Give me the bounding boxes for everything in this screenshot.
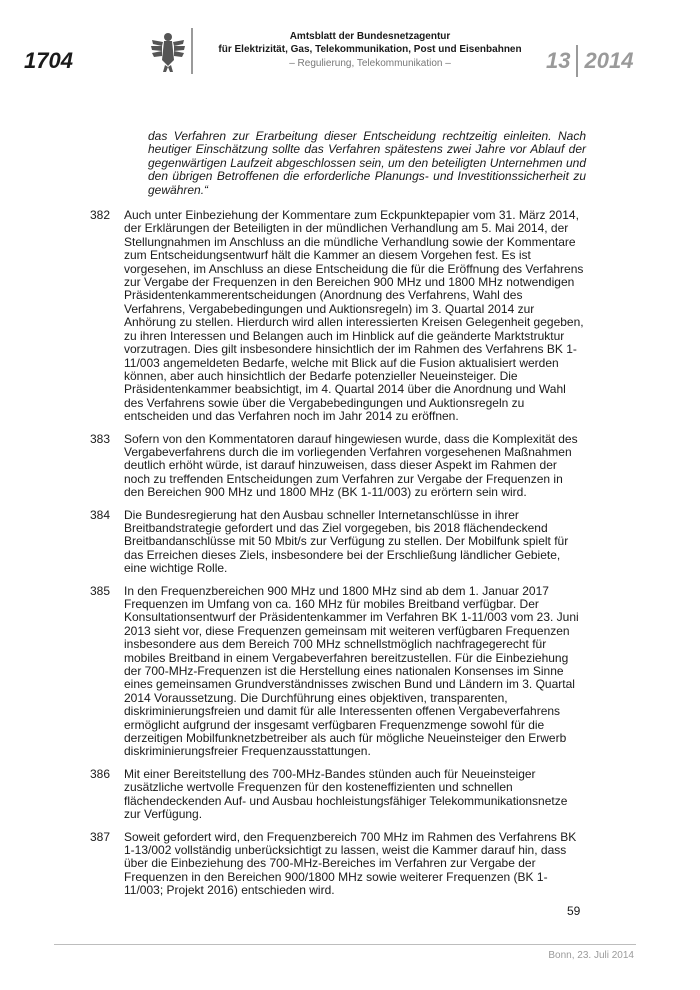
paragraph-number: 385 xyxy=(90,583,111,598)
issue-year: 2014 xyxy=(584,48,634,73)
paragraph-text: Soweit gefordert wird, den Frequenzbereich 700 MHz im Rahmen des Verfahrens BK 1-13/002 vollständig unberücksichtigt zu lassen, weist die Kammer darauf hin, dass über die Einbeziehung des 700-MHz-Bereiches im Verfahren zur Vergabe der Frequenzen in den Bereichen 900/1800 MHz sowie weiterer Frequenzen (BK 1-11/003; Projekt 2016) entschieden wird. xyxy=(124,829,577,898)
paragraph xyxy=(90,585,586,759)
paragraph-number: 386 xyxy=(90,766,111,781)
paragraph-text: Die Bundesregierung hat den Ausbau schneller Internetanschlüsse in ihrer Breitbandstrategie gefordert und das Ziel vorgegeben, bis 2018 flächendeckend Breitbandanschlüsse mit 50 Mbit/s zur Verfügung zu stellen. Der Mobilfunk spielt für das Erreichen dieses Ziels, insbesondere bei der Erschließung ländlicher Gebiete, eine wichtige Rolle. xyxy=(124,507,569,576)
header-title-line1: Amtsblatt der Bundesnetzagentur xyxy=(289,31,451,42)
paragraph xyxy=(90,433,586,500)
issue-number: 13 xyxy=(546,48,571,73)
paragraph xyxy=(90,509,586,576)
page-number: 1704 xyxy=(24,48,73,73)
header-subtitle: – Regulierung, Telekommunikation – xyxy=(289,58,451,69)
footer-divider xyxy=(54,944,636,945)
document-body xyxy=(90,130,586,907)
paragraph xyxy=(90,209,586,424)
quoted-text: das Verfahren zur Erarbeitung dieser Entscheidung rechtzeitig einleiten. Nach heutiger Einschätzung sollte das Verfahren spätestens zwei Jahre vor Ablauf der gegenwärtigen Laufzeit abgeschlossen sein, um den beteiligten Unternehmen und den übrigen Betroffenen die erforderliche Planungs- und Investitionssicherheit zu gewähren.“ xyxy=(148,129,586,197)
paragraph-number: 382 xyxy=(90,208,111,223)
paragraph xyxy=(90,831,586,898)
federal-eagle-icon xyxy=(150,30,186,74)
footer-place-date: Bonn, 23. Juli 2014 xyxy=(548,950,634,961)
header-divider xyxy=(191,28,193,74)
paragraph-text: Auch unter Einbeziehung der Kommentare zum Eckpunktepapier vom 31. März 2014, der Erklärungen der Beteiligten in der mündlichen Verhandlung am 5. Mai 2014, der Stellungnahmen im Anschluss an die mündliche Verhandlung sowie der Kommentare zum Entscheidungsentwurf hält die Kammer an diesem Vorgehen fest. Es ist vorgesehen, im Anschluss an diese Entscheidung die für die Eröffnung des Verfahrens zur Vergabe der Frequenzen in den Bereichen 900 MHz und 1800 MHz notwendigen Präsidentenkammerentscheidungen (Anordnung des Verfahrens, Wahl des Verfahrens, Vergabebedingungen und Auktionsregeln) im 3. Quartal 2014 zur Anhörung zu stellen. Hierdurch wird allen interessierten Kreisen Gelegenheit gegeben, zu ihren Interessen und Belangen auch im Hinblick auf die geänderte Marktstruktur vorzutragen. Dies gilt insbesondere hinsichtlich der im Rahmen des Verfahrens BK 1-11/003 angemeldeten Bedarfe, welche mit Blick auf die Fusion aktualisiert werden können, aber auch hinsichtlich der Bedarfe potenzieller Neueinsteiger. Die Präsidentenkammer beabsichtigt, im 4. Quartal 2014 über die Anordnung und Wahl des Verfahrens sowie über die Vergabebedingungen und Auktionsregeln zu entscheiden und das Verfahren noch im Jahr 2014 zu eröffnen. xyxy=(124,208,584,424)
paragraph-number: 383 xyxy=(90,431,111,446)
paragraph-text: Sofern von den Kommentatoren darauf hingewiesen wurde, dass die Komplexität des Vergabeverfahrens durch die im vorliegenden Verfahren vorgesehenen Maßnahmen deutlich erhöht würde, ist darauf hinzuweisen, dass dieser Aspekt im Rahmen der noch zu treffenden Entscheidungen zum Verfahren zur Vergabe der Frequenzen in den Bereichen 900 MHz und 1800 MHz (BK 1-11/003) zu erörtern sein wird. xyxy=(124,431,578,500)
paragraph-text: Mit einer Bereitstellung des 700-MHz-Bandes stünden auch für Neueinsteiger zusätzliche wertvolle Frequenzen für den kosteneffizienten und schnellen flächendeckenden Auf- und Ausbau hochleistungsfähiger Telekommunikationsnetze zur Verfügung. xyxy=(124,766,568,822)
header-title-line2: für Elektrizität, Gas, Telekommunikation, Post und Eisenbahnen xyxy=(218,44,522,55)
issue-label xyxy=(546,46,633,76)
paragraph-text: In den Frequenzbereichen 900 MHz und 1800 MHz sind ab dem 1. Januar 2017 Frequenzen im Umfang von ca. 160 MHz für mobiles Breitband verfügbar. Der Konsultationsentwurf der Präsidentenkammer im Verfahren BK 1-11/003 vom 23. Juni 2013 sieht vor, diese Frequenzen gemeinsam mit weiteren verfügbaren Frequenzen insbesondere aus dem Bereich 700 MHz schnellstmöglich nachfragegerecht für mobiles Breitband in einem Vergabeverfahren bereitzustellen. Für die Einbeziehung der 700-MHz-Frequenzen ist die Herstellung eines nationalen Konsenses im Sinne eines gemeinsamen Grundverständnisses zwischen Bund und Ländern im 3. Quartal 2014 Voraussetzung. Die Durchführung eines objektiven, transparenten, diskriminierungsfreien und damit für alle Interessenten offenen Vergabeverfahrens ermöglicht aufgrund der insgesamt verfügbaren Frequenzmenge sowohl für die derzeitigen Mobilfunknetzbetreiber als auch für mögliche Neueinsteiger den Erwerb diskriminierungsfreier Frequenzausstattungen. xyxy=(124,583,579,759)
paragraph-number: 384 xyxy=(90,507,111,522)
header-title xyxy=(200,30,540,56)
issue-divider xyxy=(576,45,578,77)
paragraph xyxy=(90,768,586,822)
paragraph-number: 387 xyxy=(90,829,111,844)
footer-page-number: 59 xyxy=(567,904,581,918)
